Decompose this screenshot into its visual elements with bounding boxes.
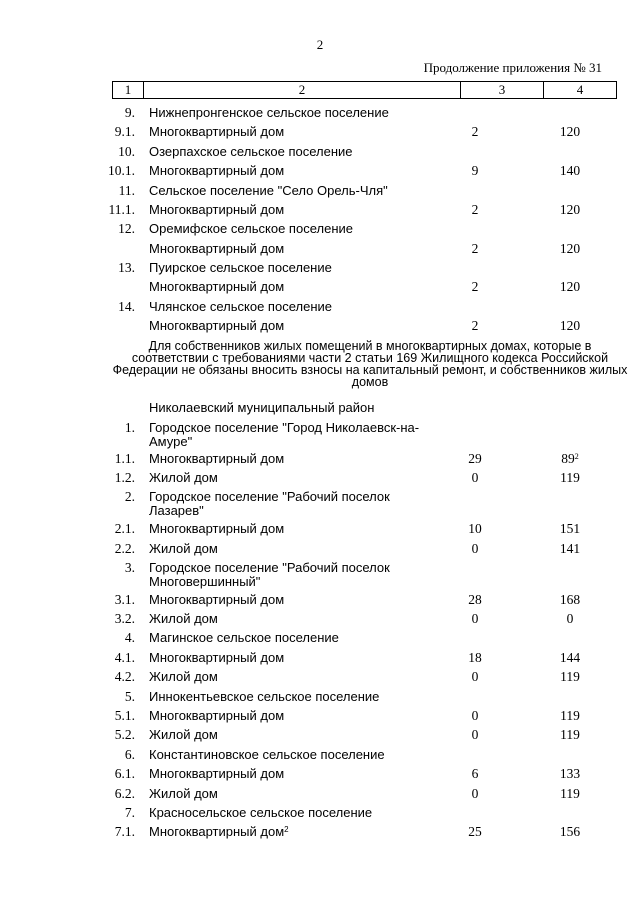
row-col-4: 141 (559, 541, 581, 556)
row-name: Сельское поселение "Село Орель-Чля" (149, 183, 388, 198)
row-name: Магинское сельское поселение (149, 630, 339, 645)
row-col-4: 151 (559, 521, 581, 536)
row-number: 1. (124, 420, 135, 435)
row-col-3: 0 (471, 470, 479, 485)
row-col-3: 0 (471, 786, 479, 801)
header-col-3: 3 (461, 82, 544, 98)
row-col-3: 28 (468, 592, 482, 607)
row-col-3: 2 (471, 241, 479, 256)
row-number: 9. (124, 105, 135, 120)
row-name: Многоквартирный дом (149, 279, 285, 294)
row-name: Константиновское сельское поселение (149, 747, 385, 762)
row-number: 10.1. (108, 163, 135, 178)
header-col-1: 1 (113, 82, 144, 98)
row-col-3: 6 (471, 766, 479, 781)
row-col-4: 119 (560, 786, 580, 801)
row-col-4: 120 (559, 124, 581, 139)
row-col-3: 0 (471, 541, 479, 556)
page-number: 2 (316, 37, 324, 52)
row-name: Многоквартирный дом (149, 650, 285, 665)
row-number: 9.1. (114, 124, 135, 139)
row-name: Оремифское сельское поселение (149, 221, 353, 236)
row-number: 3.2. (114, 611, 135, 626)
row-name: Жилой дом (149, 611, 218, 626)
row-col-4: 144 (559, 650, 581, 665)
row-name: Жилой дом (149, 470, 218, 485)
row-name: Красносельское сельское поселение (149, 805, 373, 820)
row-name: Многоквартирный дом (149, 451, 285, 466)
row-name: Жилой дом (149, 541, 218, 556)
row-number: 5. (124, 689, 135, 704)
row-number: 6.1. (114, 766, 135, 781)
row-col-4: 140 (559, 163, 581, 178)
row-number: 2.2. (114, 541, 135, 556)
row-number: 6. (124, 747, 135, 762)
row-col-3: 2 (471, 318, 479, 333)
row-name: Жилой дом (149, 786, 218, 801)
header-col-2: 2 (144, 82, 461, 98)
row-number: 4.1. (114, 650, 135, 665)
row-name: Озерпахское сельское поселение (149, 144, 353, 159)
row-name: Иннокентьевское сельское поселение (149, 689, 380, 704)
row-col-3: 18 (468, 650, 482, 665)
row-col-4: 120 (559, 241, 581, 256)
row-name: Многоквартирный дом (149, 766, 285, 781)
row-name: Нижнепронгенское сельское поселение (149, 105, 389, 120)
row-name: Многоквартирный дом (149, 163, 285, 178)
row-name: Многоквартирный дом$^2$ (149, 824, 289, 839)
row-number: 3.1. (114, 592, 135, 607)
row-name: Многоквартирный дом (149, 202, 285, 217)
row-col-4: $89^2$ (561, 451, 579, 466)
row-col-3: 9 (471, 163, 479, 178)
row-number: 4. (124, 630, 135, 645)
row-name: Городское поселение "Рабочий поселок Многовершинный" (149, 560, 390, 589)
row-col-4: 156 (559, 824, 581, 839)
header-col-4: 4 (576, 82, 584, 97)
row-col-3: 2 (471, 279, 479, 294)
row-col-3: 0 (471, 611, 479, 626)
row-col-4: 119 (560, 727, 580, 742)
row-col-4: 119 (560, 708, 580, 723)
row-col-4: 119 (560, 669, 580, 684)
row-col-3: 2 (471, 202, 479, 217)
row-name: Жилой дом (149, 727, 218, 742)
row-name: Многоквартирный дом (149, 708, 285, 723)
row-col-4: 119 (560, 470, 580, 485)
row-number: 14. (118, 299, 135, 314)
row-number: 12. (118, 221, 135, 236)
row-col-4: 120 (559, 318, 581, 333)
continuation-label: Продолжение приложения № 31 (423, 60, 602, 75)
row-number: 3. (124, 560, 135, 575)
row-number: 13. (118, 260, 135, 275)
row-name: Члянское сельское поселение (149, 299, 332, 314)
row-col-4: 120 (559, 279, 581, 294)
row-number: 1.2. (114, 470, 135, 485)
row-number: 5.2. (114, 727, 135, 742)
row-col-4: 168 (559, 592, 581, 607)
row-col-4: 120 (559, 202, 581, 217)
footnote-mark: 2 (574, 452, 579, 461)
row-name: Николаевский муниципальный район (149, 400, 375, 415)
row-col-3: 29 (468, 451, 482, 466)
row-name: Городское поселение "Рабочий поселок Лазарев" (149, 489, 390, 518)
row-name: Многоквартирный дом (149, 241, 285, 256)
row-number: 1.1. (114, 451, 135, 466)
row-number: 2. (124, 489, 135, 504)
row-col-3: 0 (471, 669, 479, 684)
row-number: 6.2. (114, 786, 135, 801)
row-number: 5.1. (114, 708, 135, 723)
row-name: Многоквартирный дом (149, 592, 285, 607)
row-number: 11.1. (108, 202, 135, 217)
row-col-4: 0 (566, 611, 574, 626)
row-name: Многоквартирный дом (149, 124, 285, 139)
row-name: Жилой дом (149, 669, 218, 684)
row-col-3: 0 (471, 708, 479, 723)
row-col-3: 25 (468, 824, 482, 839)
row-number: 11. (118, 183, 135, 198)
row-number: 7. (124, 805, 135, 820)
section-note: Для собственников жилых помещений в многоквартирных домах, которые в соответствии с требованиями части 2 статьи 169 Жилищного кодекса Российской Федерации не обязаны вносить взносы на капитальный ремонт, и собственников жилых домов (112, 339, 628, 389)
row-number: 4.2. (114, 669, 135, 684)
row-number: 7.1. (114, 824, 135, 839)
row-name: Городское поселение "Город Николаевск-на-Амуре" (149, 420, 420, 449)
row-col-3: 0 (471, 727, 479, 742)
row-name: Многоквартирный дом (149, 521, 285, 536)
row-name: Пуирское сельское поселение (149, 260, 332, 275)
row-col-4: 133 (559, 766, 581, 781)
footnote-mark: 2 (284, 825, 289, 834)
row-col-3: 2 (471, 124, 479, 139)
row-number: 10. (118, 144, 135, 159)
row-number: 2.1. (114, 521, 135, 536)
row-name: Многоквартирный дом (149, 318, 285, 333)
row-col-3: 10 (468, 521, 482, 536)
table-header (112, 81, 617, 99)
